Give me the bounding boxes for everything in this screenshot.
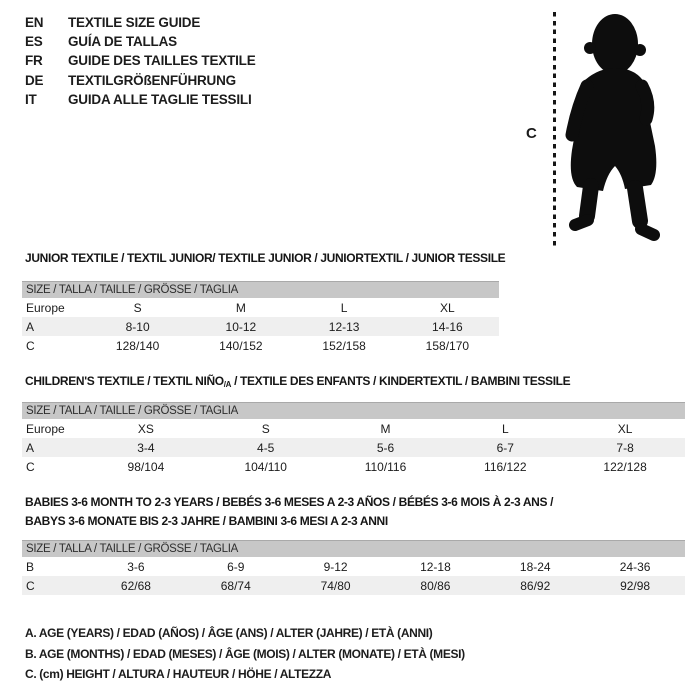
- size-cell: 9-12: [323, 559, 348, 574]
- size-header-row: SIZE / TALLA / TAILLE / GRÖSSE / TAGLIA: [22, 540, 685, 557]
- section-title-children: [25, 374, 570, 389]
- table-row-height: [22, 336, 499, 355]
- table-row-age-months: [22, 557, 685, 576]
- language-title: GUÍA DE TALLAS: [68, 34, 177, 50]
- table-row-age: [22, 317, 499, 336]
- table-row-height: [22, 576, 685, 595]
- size-cell: 86/92: [520, 578, 551, 593]
- table-row-age: [22, 438, 685, 457]
- language-row: [25, 34, 256, 53]
- legend-line-b: B. AGE (MONTHS) / EDAD (MESES) / ÂGE (MOIS) / ALTER (MONATE) / ETÀ (MESI): [25, 646, 465, 661]
- size-cell: 128/140: [115, 338, 160, 353]
- section-title-text: CHILDREN'S TEXTILE / TEXTIL NIÑO: [25, 374, 224, 388]
- size-cell: XS: [137, 421, 154, 436]
- table-row-europe: [22, 419, 685, 438]
- size-cell: XL: [440, 300, 455, 315]
- language-title: TEXTILE SIZE GUIDE: [68, 15, 201, 30]
- size-cell: 3-4: [137, 440, 155, 455]
- language-code: DE: [25, 72, 44, 88]
- language-row: [25, 73, 256, 92]
- size-cell: 14-16: [432, 319, 463, 334]
- size-header-row: SIZE / TALLA / TAILLE / GRÖSSE / TAGLIA: [22, 402, 685, 419]
- section-title-line1: BABIES 3-6 MONTH TO 2-3 YEARS / BEBÉS 3-6 MESES A 2-3 AÑOS / BÉBÉS 3-6 MOIS À 2-3 ANS /: [25, 495, 554, 509]
- toddler-figure: [515, 8, 695, 252]
- children-size-table: [22, 402, 685, 476]
- size-cell: 12-13: [328, 319, 360, 334]
- table-row-europe: [22, 298, 499, 317]
- height-measure-line: [553, 12, 556, 246]
- language-row: [25, 92, 256, 111]
- language-code: IT: [25, 91, 37, 107]
- section-title-text: / TEXTILE DES ENFANTS / KINDERTEXTIL / BAMBINI TESSILE: [231, 374, 571, 388]
- row-label: B: [26, 559, 35, 574]
- language-row: [25, 53, 256, 72]
- section-title-line2: BABYS 3-6 MONATE BIS 2-3 JAHRE / BAMBINI 3-6 MESI A 2-3 ANNI: [25, 513, 388, 528]
- size-cell: 110/116: [364, 459, 407, 474]
- size-cell: 6-7: [496, 440, 514, 455]
- language-title-list: [25, 15, 256, 111]
- section-title-subscript: /A: [223, 380, 232, 389]
- size-cell: 158/170: [425, 338, 470, 353]
- babies-size-table: [22, 540, 685, 595]
- size-cell: 6-9: [227, 559, 245, 574]
- height-measure-label: C: [526, 125, 537, 142]
- size-cell: 152/158: [322, 338, 366, 353]
- row-label: A: [26, 440, 35, 455]
- language-title: TEXTILGRÖßENFÜHRUNG: [68, 72, 236, 88]
- size-cell: 24-36: [619, 559, 651, 574]
- size-cell: 104/110: [244, 459, 287, 474]
- row-label: C: [26, 338, 35, 353]
- row-label: C: [26, 459, 35, 474]
- size-cell: 7-8: [616, 440, 634, 455]
- row-label: C: [26, 578, 35, 593]
- language-code: FR: [25, 53, 43, 69]
- measurement-legend: [25, 623, 465, 685]
- size-cell: L: [501, 421, 509, 436]
- section-title-junior: JUNIOR TEXTILE / TEXTIL JUNIOR/ TEXTILE JUNIOR / JUNIORTEXTIL / JUNIOR TESSILE: [25, 251, 506, 265]
- size-cell: 10-12: [225, 319, 257, 334]
- size-cell: 3-6: [127, 559, 145, 574]
- size-cell: 92/98: [620, 578, 651, 593]
- size-cell: S: [261, 421, 270, 436]
- size-cell: 62/68: [120, 578, 151, 593]
- legend-line-c: C. (cm) HEIGHT / ALTURA / HAUTEUR / HÖHE / ALTEZZA: [25, 667, 332, 681]
- section-title-babies: [25, 493, 553, 530]
- size-cell: 74/80: [320, 578, 351, 593]
- table-row-height: [22, 457, 685, 476]
- junior-size-table: [22, 281, 499, 355]
- size-header-row: SIZE / TALLA / TAILLE / GRÖSSE / TAGLIA: [22, 281, 499, 298]
- row-label: Europe: [26, 421, 65, 436]
- row-label: A: [26, 319, 35, 334]
- size-cell: 18-24: [519, 559, 551, 574]
- size-cell: XL: [617, 421, 633, 436]
- size-cell: 12-18: [420, 559, 451, 574]
- size-cell: 4-5: [257, 440, 275, 455]
- size-cell: M: [235, 300, 246, 315]
- legend-line-a: A. AGE (YEARS) / EDAD (AÑOS) / ÂGE (ANS) / ALTER (JAHRE) / ETÀ (ANNI): [25, 626, 433, 640]
- size-cell: 80/86: [420, 578, 451, 593]
- row-label: Europe: [26, 300, 65, 315]
- language-title: GUIDE DES TAILLES TEXTILE: [68, 53, 256, 69]
- language-code: EN: [25, 15, 44, 30]
- size-cell: 68/74: [220, 578, 251, 593]
- language-title: GUIDA ALLE TAGLIE TESSILI: [68, 91, 252, 107]
- toddler-silhouette-icon: [561, 8, 665, 248]
- language-code: ES: [25, 34, 43, 50]
- size-cell: 140/152: [219, 338, 263, 353]
- size-cell: 116/122: [484, 459, 527, 474]
- size-cell: M: [380, 421, 391, 436]
- size-cell: L: [340, 300, 348, 315]
- size-cell: S: [133, 300, 142, 315]
- size-cell: 98/104: [127, 459, 165, 474]
- size-cell: 8-10: [125, 319, 150, 334]
- language-row: [25, 15, 256, 34]
- size-cell: 122/128: [603, 459, 647, 474]
- size-cell: 5-6: [376, 440, 395, 455]
